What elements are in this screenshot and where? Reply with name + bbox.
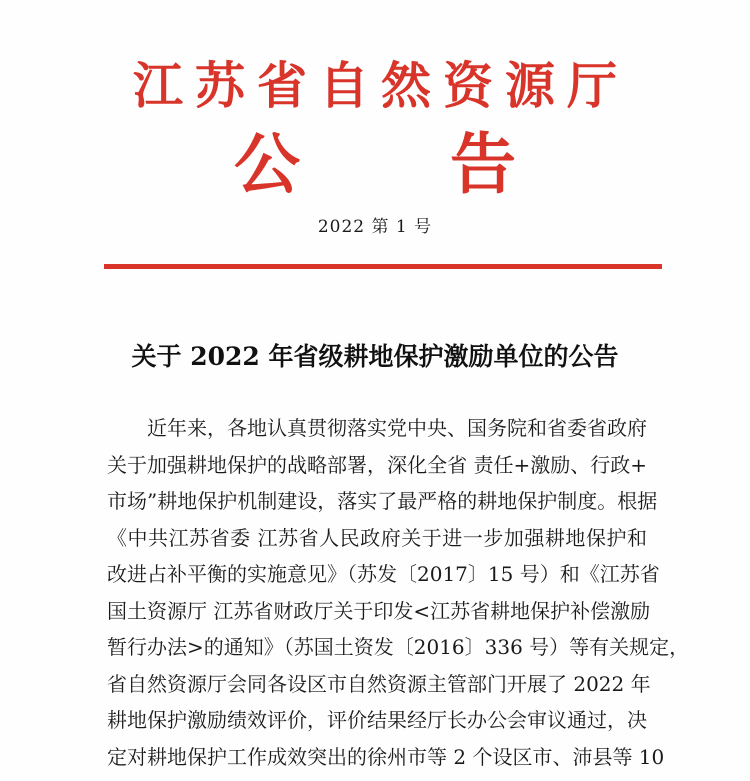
body-line: 暂行办法>的通知》（苏国土资发〔2016〕336 号）等有关规定， [107, 635, 690, 659]
body-line: 耕地保护激励绩效评价，评价结果经厅长办公会审议通过，决 [107, 708, 647, 732]
document-type-char-1: 公 [234, 125, 300, 203]
document-type-char-2: 告 [450, 125, 516, 203]
body-line: 《中共江苏省委 江苏省人民政府关于进一步加强耕地保护和 [107, 525, 647, 550]
document-number: 2022 第 1 号 [317, 217, 433, 237]
red-divider [104, 264, 662, 269]
body-line: 定对耕地保护工作成效突出的徐州市等 2 个设区市、沛县等 10 [107, 744, 665, 769]
body-line: 省自然资源厅会同各设区市自然资源主管部门开展了 2022 年 [107, 671, 651, 696]
body-line: 市场”耕地保护机制建设，落实了最严格的耕地保护制度。根据 [107, 489, 658, 513]
notice-title: 关于 2022 年省级耕地保护激励单位的公告 [131, 342, 619, 371]
document-type-heading [0, 124, 750, 204]
body-line: 国土资源厅 江苏省财政厅关于印发<江苏省耕地保护补偿激励 [107, 598, 651, 623]
notice-body [107, 410, 690, 775]
issuer-heading: 江苏省自然资源厅 [133, 56, 629, 115]
body-line: 关于加强耕地保护的战略部署，深化全省 责任+激励、行政+ [107, 452, 647, 477]
body-line: 改进占补平衡的实施意见》（苏发〔2017〕15 号）和《江苏省 [107, 562, 660, 586]
body-line: 近年来，各地认真贯彻落实党中央、国务院和省委省政府 [147, 416, 647, 440]
